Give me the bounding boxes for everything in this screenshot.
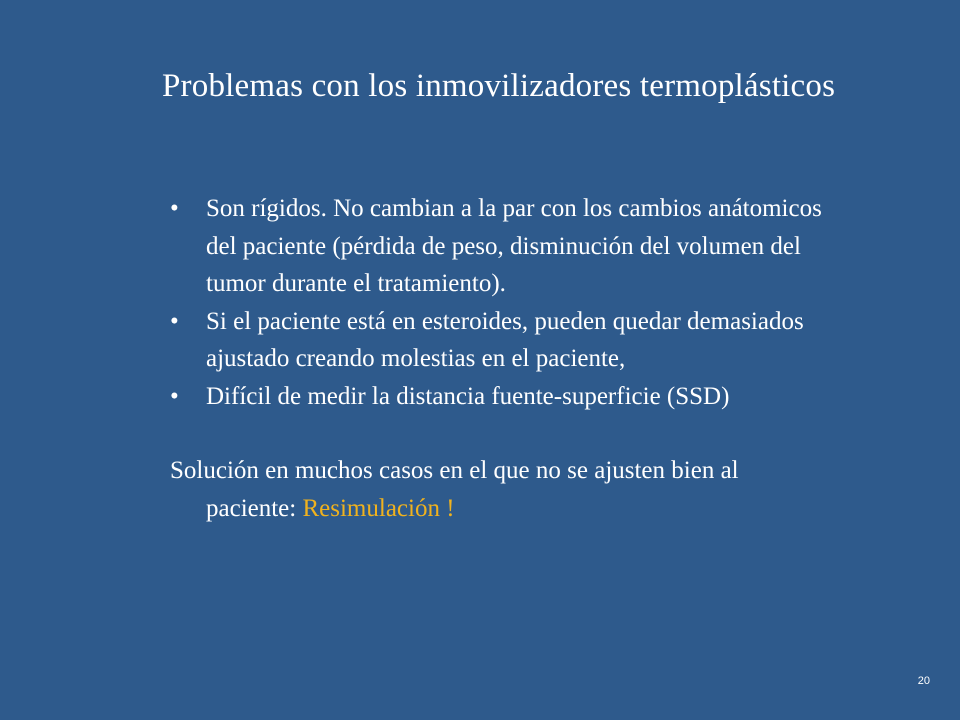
- bullet-item-steroids: [170, 303, 830, 378]
- solution-paragraph: [170, 452, 830, 527]
- bullet-icon: •: [170, 382, 179, 410]
- solution-text: Solución en muchos casos en el que no se ajusten bien al paciente:: [170, 457, 739, 522]
- bullet-icon: •: [170, 195, 179, 222]
- bullet-icon: •: [170, 307, 179, 335]
- solution-highlight: Resimulación !: [302, 494, 455, 522]
- bullet-item-ssd: [170, 378, 830, 416]
- page-number: 20: [917, 675, 930, 687]
- bullet-text: Son rígidos. No cambian a la par con los cambios anátomicos del paciente (pérdida de peso, disminución del volumen del tumor durante el tratamiento).: [206, 195, 822, 297]
- bullet-item-rigid: [170, 190, 830, 303]
- bullet-text: Si el paciente está en esteroides, pueden quedar demasiados ajustado creando molestias en el paciente,: [206, 307, 804, 372]
- slide-title: Problemas con los inmovilizadores termoplásticos: [162, 68, 836, 104]
- bullet-text: Difícil de medir la distancia fuente-superficie (SSD): [206, 382, 730, 410]
- bullet-list: [170, 190, 830, 415]
- slide-content: [170, 190, 830, 527]
